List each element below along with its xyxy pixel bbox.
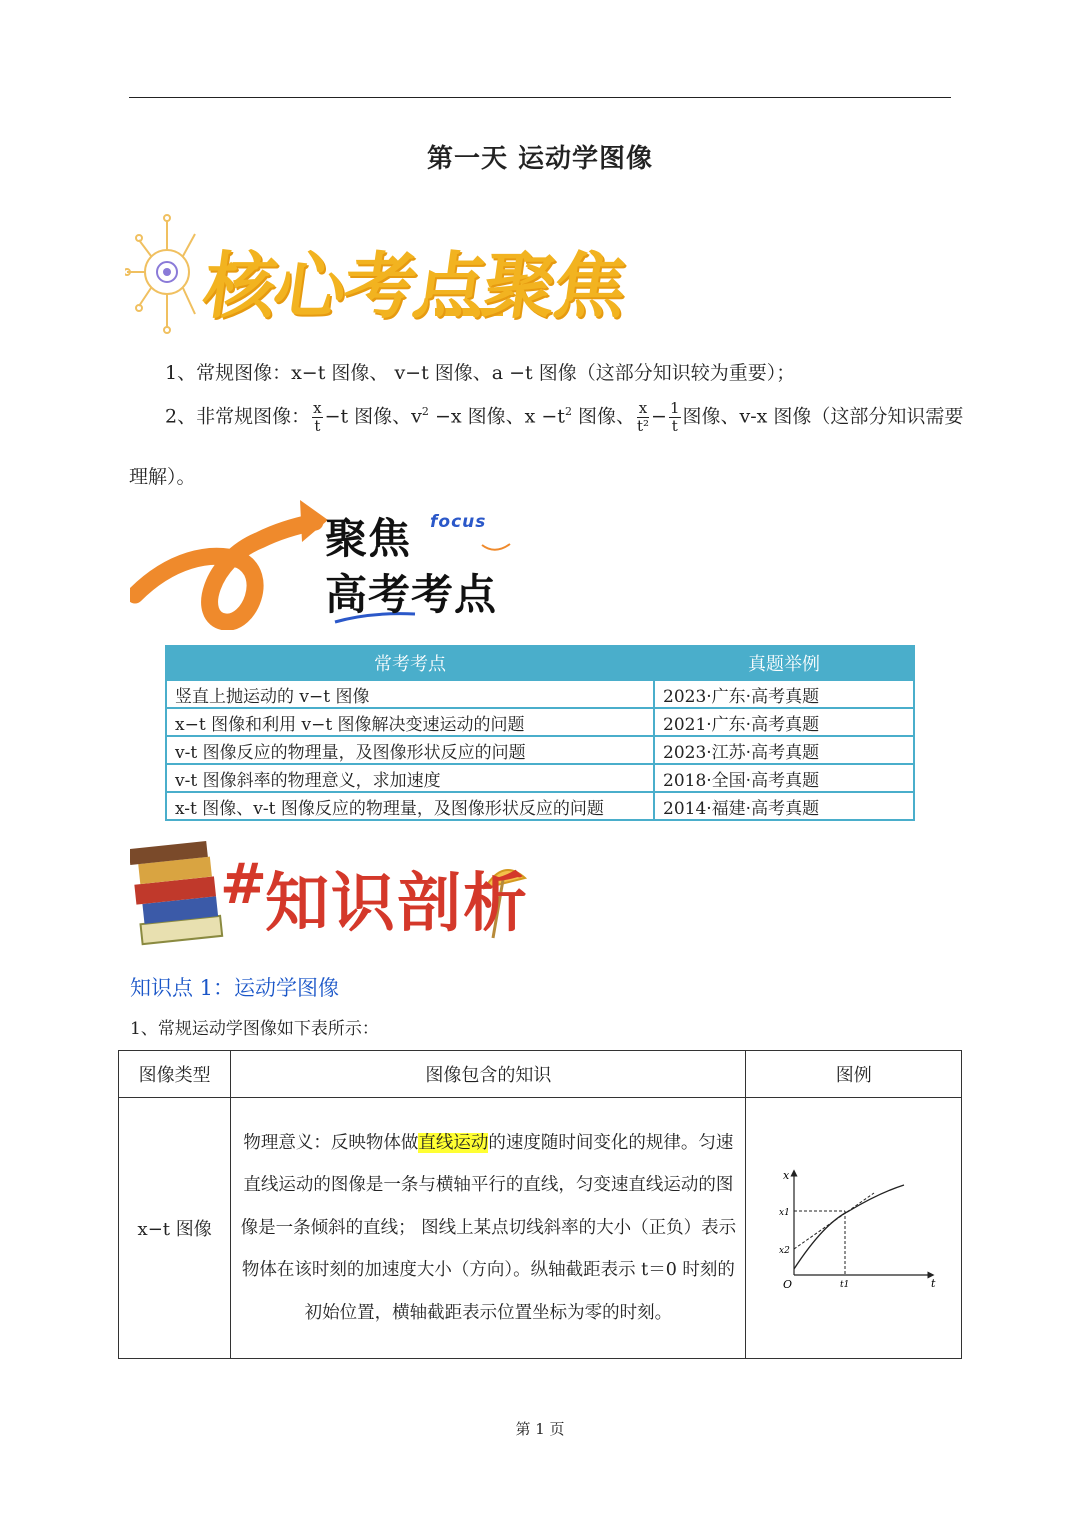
banner-analysis-hash: #: [220, 852, 269, 917]
banner-knowledge-analysis: [130, 838, 530, 953]
point-1-body: x−t 图像、 v−t 图像、a −t 图像（这部分知识较为重要）；: [291, 362, 796, 384]
knowledge-intro: 1、常规运动学图像如下表所示：: [130, 1019, 379, 1039]
banner-core-points: [125, 210, 631, 340]
row-type: x−t 图像: [119, 1098, 231, 1359]
xt-graph: [769, 1163, 939, 1293]
exam-header-topic: 常考考点: [166, 646, 654, 680]
banner-focus-line1: 聚焦: [325, 514, 412, 563]
header-knowledge: 图像包含的知识: [231, 1051, 746, 1098]
banner-analysis-text: 知识剖析: [265, 867, 529, 941]
table-row: [119, 1098, 962, 1359]
graph-x1-label: x1: [778, 1208, 790, 1218]
exam-points-table: [165, 645, 915, 821]
fraction-x-over-t2: $\frac{x}{\text{t²}}$: [636, 399, 650, 435]
graph-t1-label: t1: [839, 1280, 850, 1290]
page-title: 第一天 运动学图像: [426, 144, 654, 174]
point-2-continuation: 理解）。: [129, 466, 196, 488]
xt-curve: [794, 1185, 904, 1269]
exam-header-example: 真题举例: [654, 646, 914, 680]
header-example: 图例: [746, 1051, 962, 1098]
row-example: [746, 1098, 962, 1359]
table-row: x-t 图像、v-t 图像反应的物理量，及图像形状反应的问题 2014·福建·高考真题: [166, 792, 914, 820]
table-row: 竖直上抛运动的 v−t 图像 2023·广东·高考真题: [166, 680, 914, 708]
banner-focus-tag: focus: [430, 512, 487, 532]
graph-x2-label: x2: [778, 1246, 790, 1256]
fraction-1-over-t: $\frac{1}{t}$: [669, 399, 680, 435]
table-row: v-t 图像斜率的物理意义，求加速度 2018·全国·高考真题: [166, 764, 914, 792]
header-rule: [129, 97, 951, 98]
graph-x-label: t: [930, 1277, 936, 1290]
fraction-x-over-t: $\frac{x}{t}$: [313, 399, 322, 435]
graph-origin-label: O: [782, 1278, 792, 1291]
row-knowledge: 物理意义：反映物体做直线运动的速度随时间变化的规律。匀速直线运动的图像是一条与横轴平行的直线，匀变速直线运动的图像是一条倾斜的直线； 图线上某点切线斜率的大小（正负）表示物体在该时刻的加速度大小（方向）。纵轴截距表示 t＝0 时刻的初始位置，横轴截距表示位置坐标为零的时刻。: [231, 1098, 746, 1359]
banner-focus-line2: 高考考点: [325, 570, 498, 619]
graph-y-label: x: [782, 1169, 789, 1182]
knowledge-table: [118, 1050, 962, 1359]
header-type: 图像类型: [119, 1051, 231, 1098]
highlight-text: 直线运动: [418, 1132, 489, 1153]
page-number: 第 1 页: [515, 1420, 565, 1438]
point-2: 2、非常规图像： $\frac{x}{t}$ −t 图像、$v^2 -x$ 图像、$x -t^2$ 图像、 $\frac{x}{\text{t²}}$ − $\frac{1}{t}$ 图像、v-x 图像（这部分知识需要: [165, 399, 964, 435]
table-row: x−t 图像和利用 v−t 图像解决变速运动的问题 2021·广东·高考真题: [166, 708, 914, 736]
point-1: 1、常规图像：x−t 图像、 v−t 图像、a −t 图像（这部分知识较为重要）；: [165, 362, 796, 384]
banner-focus-exam: [130, 500, 530, 630]
table-row: v-t 图像反应的物理量，及图像形状反应的问题 2023·江苏·高考真题: [166, 736, 914, 764]
banner-core-text: 核心考点聚焦: [198, 244, 631, 328]
knowledge-heading: 知识点 1：运动学图像: [130, 976, 340, 1000]
